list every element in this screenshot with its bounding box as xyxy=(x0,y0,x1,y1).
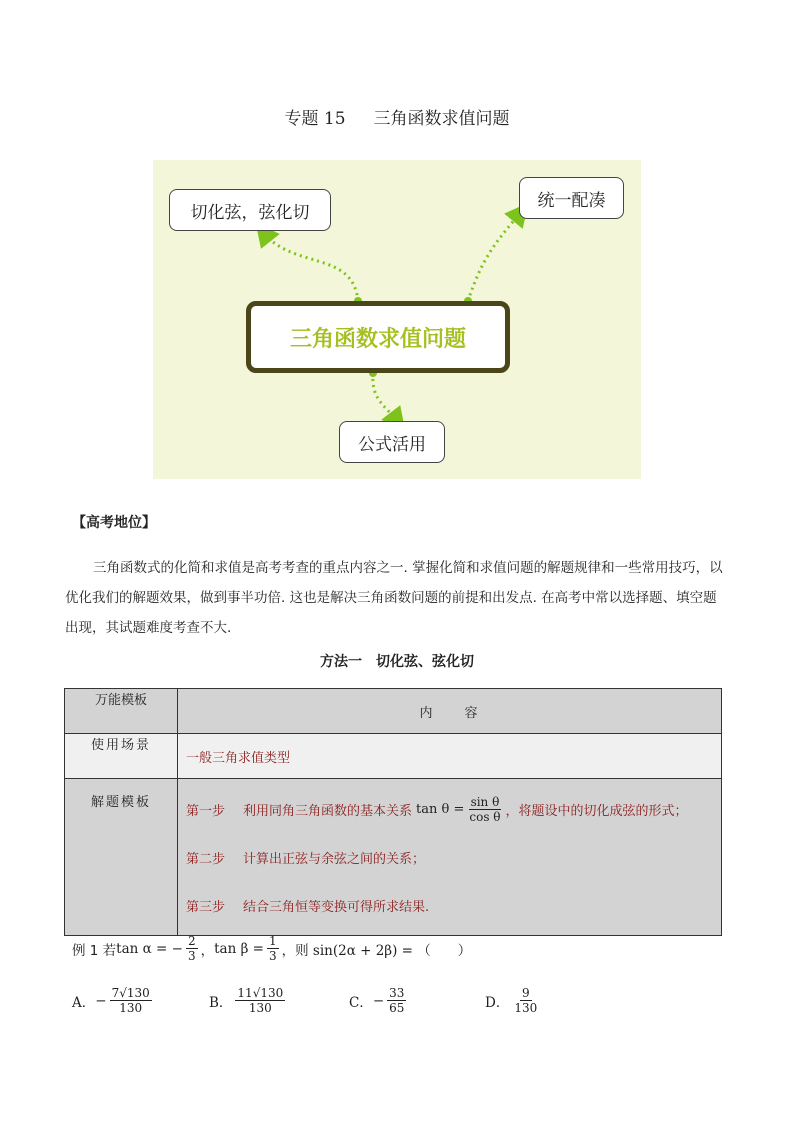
step-2-label: 第二步 xyxy=(186,851,226,867)
example-suffix: ，则 sin(2α + 2β) = （ ） xyxy=(281,942,472,959)
example-question xyxy=(72,934,471,963)
choice-c[interactable] xyxy=(349,986,409,1015)
step-2-text: 计算出正弦与余弦之间的关系； xyxy=(243,851,426,867)
topic-number: 专题 15 xyxy=(284,109,346,129)
choice-label: B． xyxy=(209,994,233,1011)
fraction-denominator: 130 xyxy=(119,1001,143,1015)
step-1-post: ，将题设中的切化成弦的形式； xyxy=(505,803,688,819)
step-1-text: 利用同角三角函数的基本关系 xyxy=(243,803,413,819)
step-3-text: 结合三角恒等变换可得所求结果. xyxy=(243,899,430,915)
fraction-denominator: 130 xyxy=(514,1001,538,1015)
steps-cell xyxy=(178,779,722,936)
step-1-formula: tan θ = xyxy=(416,801,465,817)
choice-b[interactable] xyxy=(209,986,288,1015)
node-top-left: 切化弦，弦化切 xyxy=(169,189,331,231)
fraction-denominator: cos θ xyxy=(469,809,501,824)
step-1-label: 第一步 xyxy=(186,803,226,819)
fraction-numerator: sin θ xyxy=(470,794,500,809)
choice-fraction xyxy=(512,986,539,1015)
example-comma: ， xyxy=(200,942,215,959)
choice-label: D． xyxy=(485,994,510,1011)
fraction-numerator: 33 xyxy=(389,986,405,1000)
step-3 xyxy=(186,881,713,929)
choice-label: A． xyxy=(72,994,96,1011)
section-heading: 【高考地位】 xyxy=(72,515,156,531)
topic-title: 三角函数求值问题 xyxy=(373,109,510,129)
fraction-numerator: 7√130 xyxy=(111,986,150,1000)
fraction-numerator: 11√130 xyxy=(237,986,284,1000)
choice-label: C． xyxy=(349,994,373,1011)
step-3-label: 第三步 xyxy=(186,899,226,915)
node-top-right: 统一配凑 xyxy=(519,177,624,219)
choice-a[interactable] xyxy=(72,986,155,1015)
usage-value: 一般三角求值类型 xyxy=(178,734,722,779)
arrow-to-top-right xyxy=(468,212,521,301)
choice-fraction xyxy=(110,986,152,1015)
beta-fraction xyxy=(267,934,279,963)
node-bottom: 公式活用 xyxy=(339,421,445,463)
usage-label: 使用场景 xyxy=(65,734,178,779)
step-2 xyxy=(186,833,713,881)
fraction-denominator: 3 xyxy=(268,949,277,963)
tan-beta: tan β = xyxy=(214,940,264,957)
fraction-numerator: 1 xyxy=(268,934,277,948)
choice-fraction xyxy=(235,986,285,1015)
fraction-numerator: 9 xyxy=(521,986,530,1000)
header-col2: 内 容 xyxy=(178,689,722,734)
table-row-steps xyxy=(65,779,722,936)
answer-choices xyxy=(72,986,712,1026)
tan-alpha: tan α = − xyxy=(116,940,183,957)
choice-fraction xyxy=(387,986,406,1015)
alpha-fraction xyxy=(186,934,198,963)
table-header-row xyxy=(65,689,722,734)
mind-map xyxy=(153,160,641,479)
example-prefix: 例 1 若 xyxy=(72,942,117,959)
center-node: 三角函数求值问题 xyxy=(246,301,510,373)
page-title xyxy=(0,104,794,129)
step-1-fraction xyxy=(467,795,502,824)
steps-label: 解题模板 xyxy=(65,779,178,936)
section-paragraph: 三角函数式的化简和求值是高考考查的重点内容之一. 掌握化简和求值问题的解题规律和一些常用技巧，以优化我们的解题效果，做到事半功倍. 这也是解决三角函数问题的前提和出发点. 在高考中常以选择题、填空题出现，其试题难度考查不大. xyxy=(65,560,723,636)
arrow-to-top-left xyxy=(263,232,358,301)
fraction-denominator: 3 xyxy=(187,949,196,963)
choice-sign: − xyxy=(95,992,107,1009)
fraction-denominator: 65 xyxy=(389,1001,405,1015)
choice-d[interactable] xyxy=(485,986,542,1015)
fraction-denominator: 130 xyxy=(248,1001,272,1015)
table-row-usage xyxy=(65,734,722,779)
header-col1: 万能模板 xyxy=(65,689,178,734)
arrow-to-bottom xyxy=(373,373,398,422)
step-1 xyxy=(186,785,713,833)
choice-sign: − xyxy=(372,992,385,1009)
method-title: 方法一 切化弦、弦化切 xyxy=(320,654,474,670)
template-table xyxy=(64,688,722,936)
fraction-numerator: 2 xyxy=(187,934,196,948)
